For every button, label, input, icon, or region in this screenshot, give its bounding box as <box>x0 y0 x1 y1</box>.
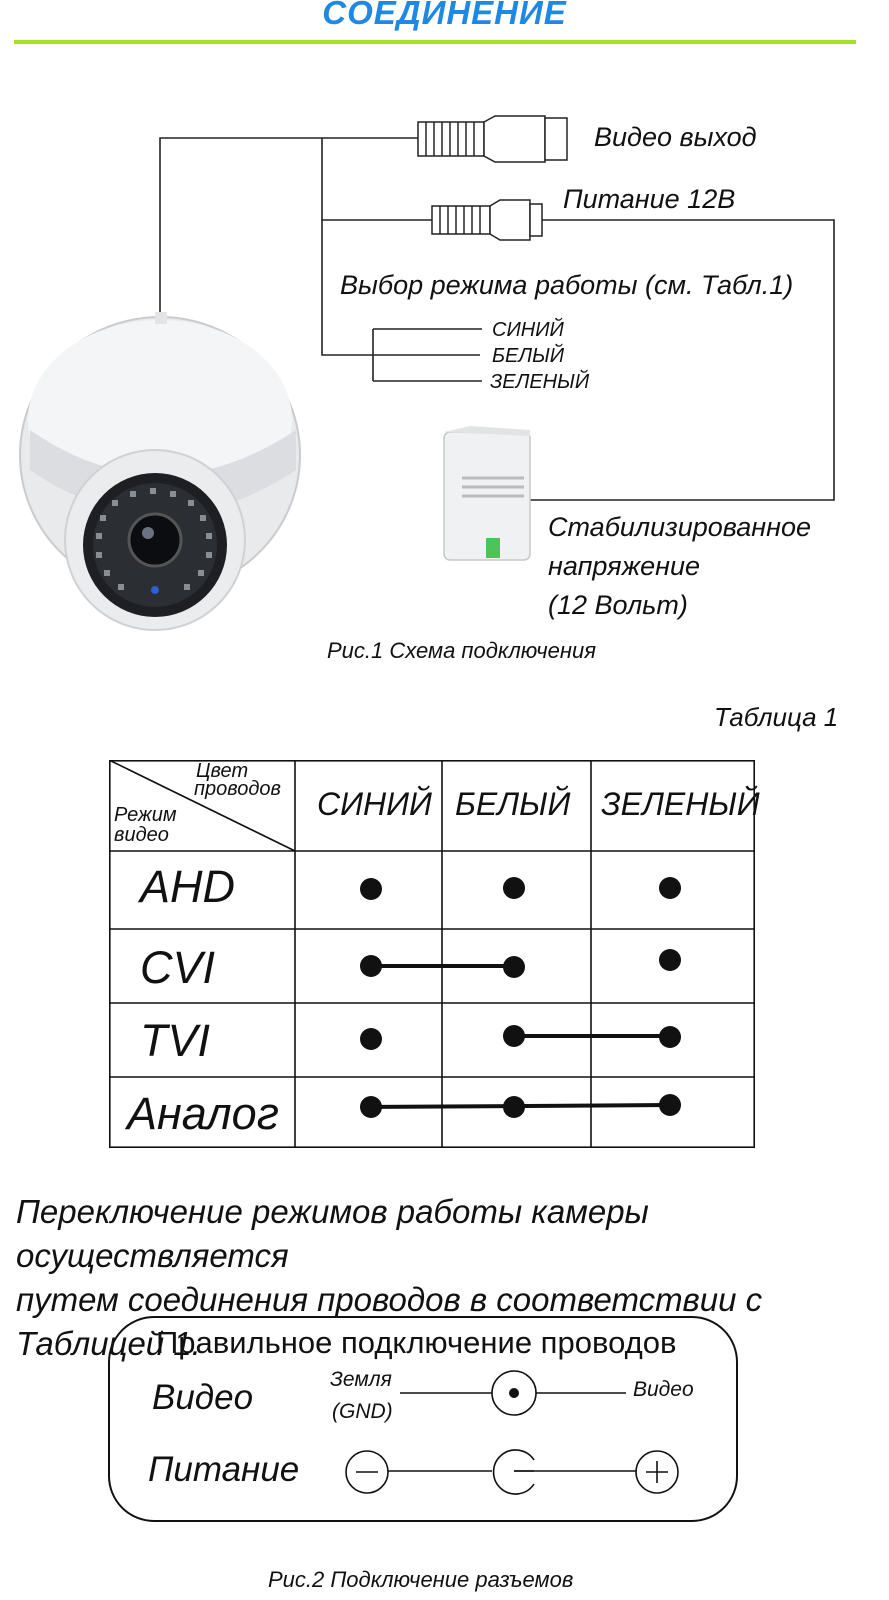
video-row-label: Видео <box>152 1378 254 1417</box>
power-row-label: Питание <box>148 1450 300 1489</box>
dome-camera-illustration <box>20 312 300 630</box>
power-supply-illustration <box>444 426 530 560</box>
dc-power-connector <box>432 200 542 240</box>
cvi-white-dot <box>503 956 525 978</box>
tvi-blue-dot <box>360 1028 382 1050</box>
figure1-caption: Рис.1 Схема подключения <box>327 638 596 663</box>
paragraph-line-2: путем соединения проводов в соответствии с Таблицей 1. <box>16 1281 763 1362</box>
video-signal-label: Видео <box>633 1378 694 1401</box>
row-mode-tvi: TVI <box>140 1015 211 1066</box>
gnd-label-line2: (GND) <box>332 1400 393 1423</box>
psu-label-line1: Стабилизированное <box>548 512 812 542</box>
wire-white-label: БЕЛЫЙ <box>492 345 565 367</box>
column-header-white: БЕЛЫЙ <box>455 786 571 822</box>
psu-label-line3: (12 Вольт) <box>548 590 688 620</box>
psu-label-line2: напряжение <box>548 551 701 581</box>
tvi-white-dot <box>503 1025 525 1047</box>
row-mode-analog: Аналог <box>127 1088 279 1139</box>
bnc-video-connector <box>418 116 567 162</box>
analog-blue-dot <box>360 1096 382 1118</box>
title-underline <box>14 40 856 44</box>
page-title: СОЕДИНЕНИЕ <box>322 0 567 31</box>
ahd-white-dot <box>503 877 525 899</box>
row-mode-ahd: AHD <box>140 861 236 912</box>
dc-jack-symbol <box>494 1450 534 1494</box>
ahd-blue-dot <box>360 878 382 900</box>
analog-white-dot <box>503 1096 525 1118</box>
cvi-blue-dot <box>360 955 382 977</box>
column-header-green: ЗЕЛЕНЫЙ <box>601 786 760 822</box>
analog-green-dot <box>659 1094 681 1116</box>
mode-select-label: Выбор режима работы (см. Табл.1) <box>340 270 794 300</box>
wire-green-label: ЗЕЛЕНЫЙ <box>490 371 590 393</box>
corner-label-bottom-2: видео <box>114 824 169 846</box>
connector-polarity-diagram <box>0 1360 889 1500</box>
gnd-label-line1: Земля <box>330 1368 392 1391</box>
corner-label-top-2: проводов <box>194 778 281 800</box>
power-12v-label: Питание 12В <box>563 184 736 214</box>
table1-label: Таблица 1 <box>714 702 839 732</box>
box-title: Правильное подключение проводов <box>156 1325 677 1360</box>
paragraph-line-1: Переключение режимов работы камеры осуществляется <box>16 1193 649 1274</box>
tvi-green-dot <box>659 1026 681 1048</box>
figure2-caption: Рис.2 Подключение разъемов <box>268 1567 574 1592</box>
column-header-blue: СИНИЙ <box>317 786 432 822</box>
cvi-green-dot <box>659 949 681 971</box>
corner-label-bottom-1: Режим <box>114 804 177 826</box>
ahd-green-dot <box>659 877 681 899</box>
wire-blue-label: СИНИЙ <box>492 319 564 341</box>
corner-label-top-1: Цвет <box>196 760 249 782</box>
video-output-label: Видео выход <box>594 122 757 152</box>
row-mode-cvi: CVI <box>140 942 216 993</box>
